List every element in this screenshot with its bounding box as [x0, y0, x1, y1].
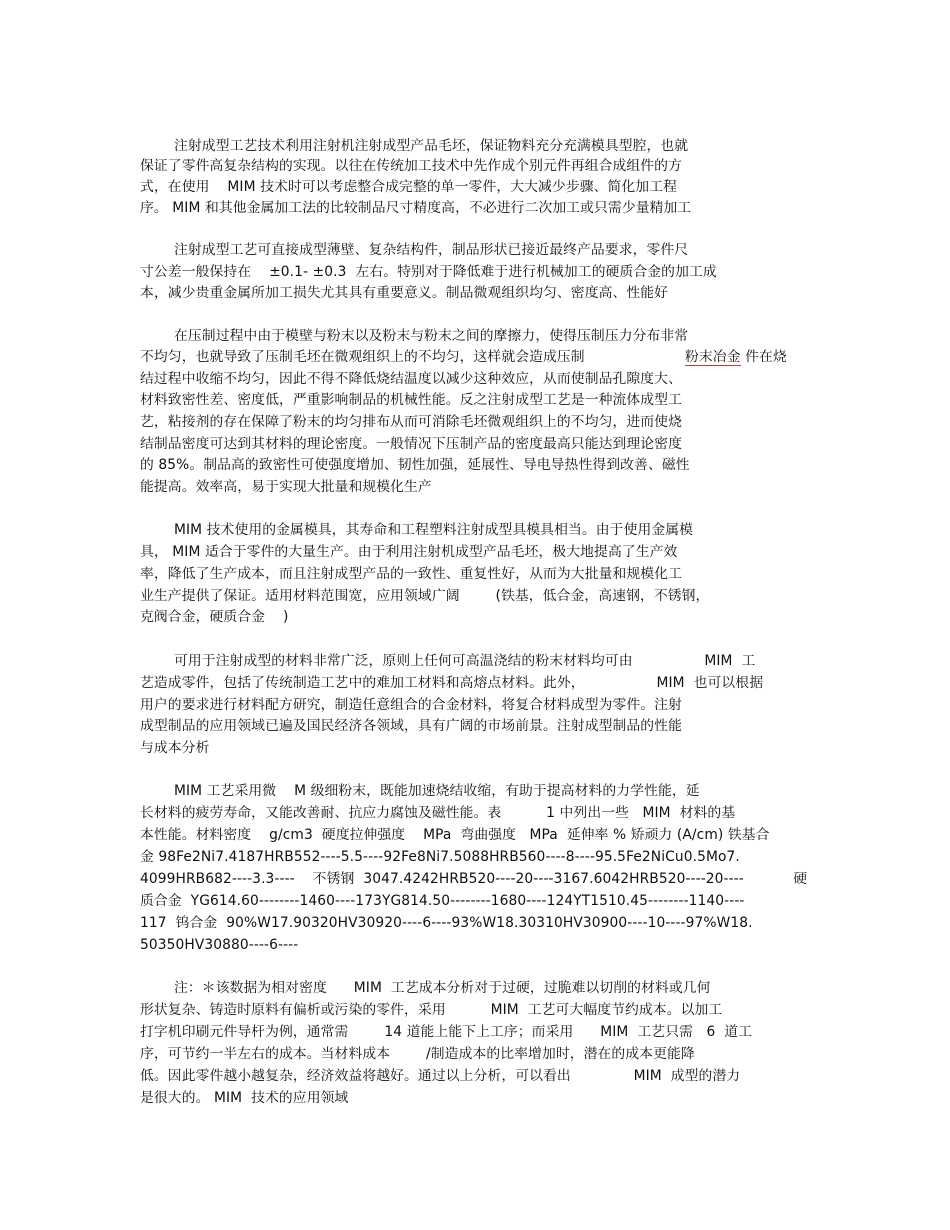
paragraph-6-line-8: 50350HV30880----6----	[140, 937, 299, 953]
paragraph-3-line-1: 在压制过程中由于模壁与粉末以及粉末与粉末之间的摩擦力，使得压制压力分布非常	[174, 328, 689, 344]
powder-metallurgy-link-tail: 件在烧	[745, 349, 787, 365]
paragraph-7-line-4: 序，可节约一半左右的成本。当材料成本 /制造成本的比率增加时，潜在的成本更能降	[140, 1046, 695, 1062]
paragraph-6-line-6: 质合金 YG614.60--------1460----173YG814.50--------1680----124YT1510.45--------1140----	[140, 893, 745, 909]
paragraph-3-line-4: 材料致密性差、密度低，严重影响制品的机械性能。反之注射成型工艺是一种流体成型工	[140, 392, 682, 408]
paragraph-7-line-6: 是很大的。 MIM 技术的应用领域	[140, 1090, 349, 1106]
paragraph-4-line-2: 具， MIM 适合于零件的大量生产。由于利用注射机成型产品毛坯，极大地提高了生产效	[140, 544, 678, 560]
paragraph-7-line-1: 注：＊该数据为相对密度 MIM 工艺成本分析对于过硬，过脆难以切削的材料或几何	[174, 980, 711, 996]
paragraph-3-line-6: 结制品密度可达到其材料的理论密度。一般情况下压制产品的密度最高只能达到理论密度	[140, 436, 682, 452]
powder-metallurgy-link-text: 粉末冶金	[685, 349, 741, 365]
paragraph-5-line-4: 成型制品的应用领域已遍及国民经济各领域，具有广阔的市场前景。注射成型制品的性能	[140, 718, 682, 734]
paragraph-1-line-4: 序。 MIM 和其他金属加工法的比较制品尺寸精度高，不必进行二次加工或只需少量精加工	[140, 200, 692, 216]
paragraph-3-line-3: 结过程中收缩不均匀，因此不得不降低烧结温度以减少这种效应，从而使制品孔隙度大、	[140, 371, 682, 387]
paragraph-6-line-3: 本性能。材料密度 g/cm3 硬度拉伸强度 MPa 弯曲强度 MPa 延伸率 % 矫顽力 (A/cm) 铁基合	[140, 827, 770, 843]
paragraph-1-line-1: 注射成型工艺技术利用注射机注射成型产品毛坯，保证物料充分充满模具型腔，也就	[174, 138, 689, 154]
paragraph-3-line-2: 不均匀，也就导致了压制毛坯在微观组织上的不均匀，这样就会造成压制	[140, 349, 585, 365]
paragraph-5-line-1: 可用于注射成型的材料非常广泛，原则上任何可高温浇结的粉末材料均可由 MIM 工	[174, 653, 756, 669]
paragraph-3-line-8: 能提高。效率高，易于实现大批量和规模化生产	[140, 479, 432, 495]
powder-metallurgy-link[interactable]	[685, 347, 787, 367]
paragraph-6-line-7: 117 钨合金 90%W17.90320HV30920----6----93%W18.30310HV30900----10----97%W18.	[140, 915, 753, 931]
paragraph-1-line-2: 保证了零件高复杂结构的实现。以往在传统加工技术中先作成个别元件再组合成组件的方	[140, 158, 682, 174]
paragraph-2-line-3: 本，减少贵重金属所加工损失尤其具有重要意义。制品微观组织均匀、密度高、性能好	[140, 285, 669, 301]
paragraph-7-line-5: 低。因此零件越小越复杂，经济效益将越好。通过以上分析，可以看出 MIM 成型的潜力	[140, 1068, 741, 1084]
paragraph-6-line-4: 金 98Fe2Ni7.4187HRB552----5.5----92Fe8Ni7.5088HRB560----8----95.5Fe2NiCu0.5Mo7.	[140, 849, 740, 865]
paragraph-5-line-3: 用户的要求进行材料配方研究，制造任意组合的合金材料，将复合材料成型为零件。注射	[140, 697, 682, 713]
paragraph-7-line-2: 形状复杂、铸造时原料有偏析或污染的零件，采用 MIM 工艺可大幅度节约成本。以加工	[140, 1002, 723, 1018]
paragraph-7-line-3: 打字机印刷元件导杆为例，通常需 14 道能上能下上工序；而采用 MIM 工艺只需 6 道工	[140, 1024, 753, 1040]
paragraph-5-line-2: 艺造成零件，包括了传统制造工艺中的难加工材料和高熔点材料。此外， MIM 也可以根据	[140, 675, 764, 691]
paragraph-4-line-1: MIM 技术使用的金属模具，其寿命和工程塑料注射成型具模具相当。由于使用金属模	[174, 522, 694, 538]
paragraph-4-line-3: 率，降低了生产成本，而且注射成型产品的一致性、重复性好，从而为大批量和规模化工	[140, 566, 682, 582]
paragraph-6-line-1: MIM 工艺采用微 M 级细粉末，既能加速烧结收缩，有助于提高材料的力学性能，延	[174, 783, 700, 799]
paragraph-3-line-5: 艺，粘接剂的存在保障了粉末的均匀排布从而可消除毛坯微观组织上的不均匀，进而使烧	[140, 414, 682, 430]
paragraph-2-line-2: 寸公差一般保持在 ±0.1- ±0.3 左右。特别对于降低难于进行机械加工的硬质合金的加工成	[140, 264, 717, 280]
paragraph-6-line-5: 4099HRB682----3.3---- 不锈钢 3047.4242HRB520----20----3167.6042HRB520----20---- 硬	[140, 871, 808, 887]
paragraph-3-line-7: 的 85%。制品高的致密性可使强度增加、韧性加强，延展性、导电导热性得到改善、磁性	[140, 457, 690, 473]
paragraph-4-line-5: 克阀合金，硬质合金 )	[140, 609, 289, 625]
paragraph-4-line-4: 业生产提供了保证。适用材料范围宽，应用领域广阔 (铁基，低合金，高速钢，不锈钢，	[140, 588, 710, 604]
paragraph-2-line-1: 注射成型工艺可直接成型薄壁、复杂结构件，制品形状已接近最终产品要求，零件尺	[174, 242, 689, 258]
paragraph-6-line-2: 长材料的疲劳寿命，又能改善耐、抗应力腐蚀及磁性能。表 1 中列出一些 MIM 材料的基	[140, 805, 736, 821]
paragraph-1-line-3: 式，在使用 MIM 技术时可以考虑整合成完整的单一零件，大大减少步骤、简化加工程	[140, 179, 677, 195]
paragraph-5-line-5: 与成本分析	[140, 740, 210, 756]
